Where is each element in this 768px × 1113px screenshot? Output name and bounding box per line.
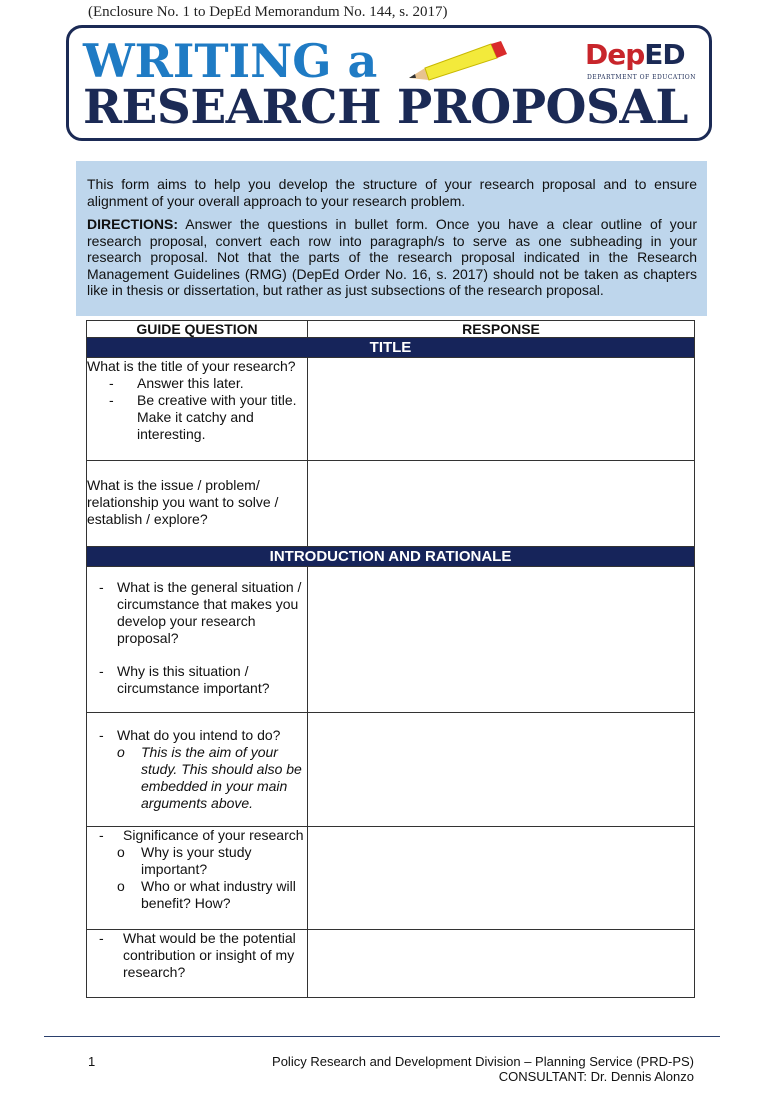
intro-box [76, 161, 707, 316]
table-header-row [87, 321, 695, 338]
section-title: TITLE [87, 338, 695, 358]
directions-text: Answer the questions in bullet form. Once you have a clear outline of your research proposal, convert each row into paragraph/s to serve as one subheading in your research proposal. Not that the parts of the research proposal indicated in the Research Management Guidelines (RMG) (DepEd Order No. 16, s. 2017) should not be taken as chapters like in thesis or dissertation, but rather as just subsections of the research proposal. [87, 216, 697, 298]
question-text: - Significance of your research [87, 827, 307, 844]
list-item: - Be creative with your title. Make it catchy and interesting. [87, 392, 307, 443]
question-cell [87, 567, 308, 713]
question-text: What is the issue / problem/ relationship you want to solve / establish / explore? [87, 477, 279, 527]
banner-title-line2: RESEARCH PROPOSAL [83, 80, 688, 135]
question-text: - Why is this situation / circumstance important? [87, 663, 307, 697]
question-cell [87, 930, 308, 998]
header-response: RESPONSE [308, 321, 695, 338]
table-row [87, 930, 695, 998]
table-row [87, 713, 695, 827]
question-text: - What would be the potential contribution or insight of my research? [87, 930, 307, 981]
footer-division: Policy Research and Development Division – Planning Service (PRD-PS) [272, 1054, 694, 1069]
guide-table [86, 320, 695, 998]
section-intro: INTRODUCTION AND RATIONALE [87, 547, 695, 567]
intro-paragraph: This form aims to help you develop the structure of your research proposal and to ensure alignment of your overall approach to your research problem. [87, 176, 697, 209]
question-text: - What is the general situation / circumstance that makes you develop your research proposal? [87, 579, 307, 647]
question-cell [87, 461, 308, 547]
title-banner [66, 25, 712, 141]
footer-divider [44, 1036, 720, 1037]
banner-title-line1: WRITING a [83, 34, 378, 88]
response-cell[interactable] [308, 713, 695, 827]
header-guide-question: GUIDE QUESTION [87, 321, 308, 338]
section-title-row [87, 338, 695, 358]
response-cell[interactable] [308, 930, 695, 998]
table-row [87, 461, 695, 547]
table-row [87, 358, 695, 461]
directions-paragraph [87, 216, 697, 299]
list-item: o Why is your study important? [87, 844, 307, 878]
directions-label: DIRECTIONS: [87, 216, 178, 232]
question-cell [87, 713, 308, 827]
enclosure-note: (Enclosure No. 1 to DepEd Memorandum No. 144, s. 2017) [88, 4, 448, 20]
footer-credits [272, 1054, 694, 1084]
table-row [87, 827, 695, 930]
footer-consultant: CONSULTANT: Dr. Dennis Alonzo [498, 1069, 694, 1084]
response-cell[interactable] [308, 827, 695, 930]
question-text: What is the title of your research? [87, 358, 296, 374]
list-item: o Who or what industry will benefit? How? [87, 878, 307, 912]
question-text: - What do you intend to do? [87, 727, 307, 744]
deped-logo: DepED DEPARTMENT OF EDUCATION [585, 38, 696, 81]
response-cell[interactable] [308, 358, 695, 461]
page-number: 1 [88, 1054, 96, 1069]
question-cell [87, 358, 308, 461]
question-cell [87, 827, 308, 930]
list-item: o This is the aim of your study. This should also be embedded in your main arguments above. [87, 744, 307, 812]
table-row [87, 567, 695, 713]
response-cell[interactable] [308, 567, 695, 713]
response-cell[interactable] [308, 461, 695, 547]
section-intro-row [87, 547, 695, 567]
list-item: - Answer this later. [87, 375, 307, 392]
